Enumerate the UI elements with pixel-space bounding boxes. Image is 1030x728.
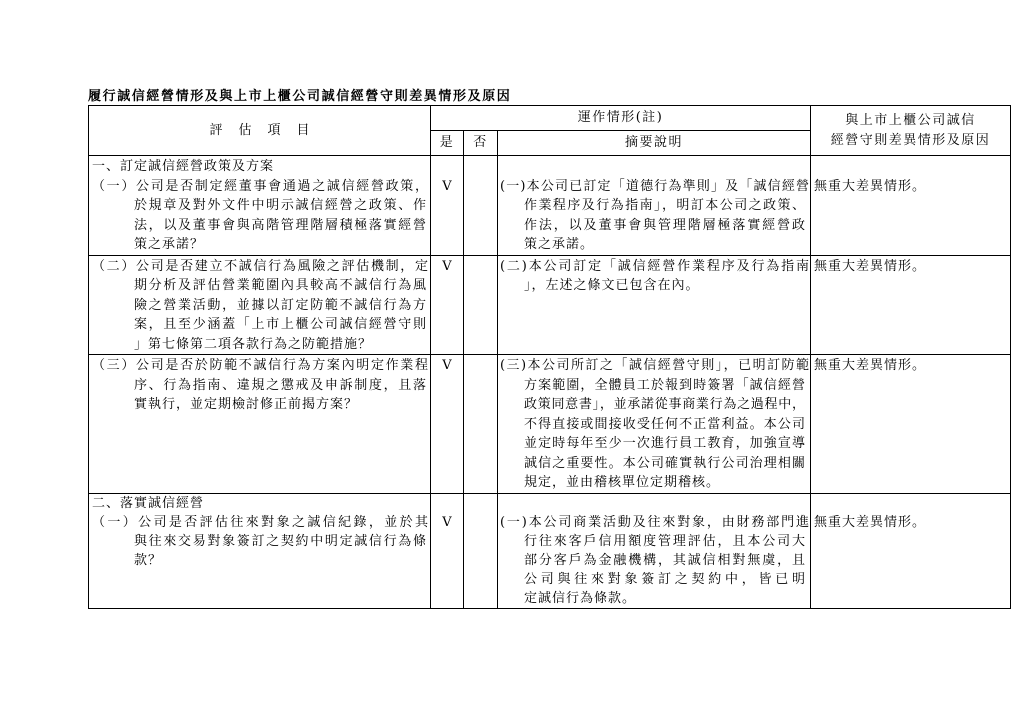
summary-line: 規定，並由稽核單位定期稽核。 xyxy=(524,475,721,490)
summary-line: (三)本公司所訂之「誠信經營守則」，已明訂防範 xyxy=(500,358,809,373)
table-row xyxy=(89,255,1011,355)
summary-line: 」，左述之條文已包含在內。 xyxy=(524,278,700,293)
header-difference xyxy=(811,106,1011,156)
yes-cell xyxy=(431,355,464,494)
summary-line: 不得直接或間接收受任何不正當利益。本公司 xyxy=(524,416,805,432)
summary-line: 公司與往來對象簽訂之契約中，皆已明 xyxy=(524,571,805,587)
header-summary: 摘要說明 xyxy=(498,131,811,156)
header-yes: 是 xyxy=(431,131,464,156)
summary-line: 方案範圍，全體員工於報到時簽署「誠信經營 xyxy=(524,377,805,393)
table-row xyxy=(89,355,1011,494)
no-cell xyxy=(464,156,498,256)
header-evaluation-item-label: 評估項目 xyxy=(209,122,326,138)
difference-text: 無重大差異情形。 xyxy=(814,514,927,530)
summary-cell xyxy=(498,493,811,608)
difference-text: 無重大差異情形。 xyxy=(814,178,927,194)
yes-mark: V xyxy=(442,258,452,274)
summary-cell xyxy=(498,255,811,355)
table-row xyxy=(89,493,1011,608)
item-cell xyxy=(89,156,431,256)
item-line: 與往來交易對象簽訂之契約中明定誠信行為條 xyxy=(134,533,426,549)
yes-mark: V xyxy=(442,358,452,373)
evaluation-table xyxy=(88,105,1011,609)
no-cell xyxy=(464,355,498,494)
summary-line: 作業程序及行為指南」，明訂本公司之政策、 xyxy=(524,198,805,213)
yes-mark: V xyxy=(442,514,452,530)
summary-line: 政策同意書」，並承諾從事商業行為之過程中， xyxy=(524,397,805,412)
yes-mark: V xyxy=(442,178,452,194)
item-line: 序、行為指南、違規之懲戒及申訴制度，且落 xyxy=(134,377,426,393)
item-line: 險之營業活動，並據以訂定防範不誠信行為方 xyxy=(134,297,426,313)
item-line: 款？ xyxy=(134,552,163,568)
item-cell xyxy=(89,493,431,608)
item-line: 」第七條第二項各款行為之防範措施？ xyxy=(134,336,373,352)
item-line: （一）公司是否評估往來對象之誠信紀錄，並於其 xyxy=(92,514,428,530)
item-cell xyxy=(89,355,431,494)
item-line: （一）公司是否制定經董事會通過之誠信經營政策， xyxy=(92,178,428,194)
summary-cell xyxy=(498,355,811,494)
summary-line: 定誠信行為條款。 xyxy=(524,590,637,606)
item-line: （二）公司是否建立不誠信行為風險之評估機制，定 xyxy=(92,258,428,274)
summary-line: (一)本公司商業活動及往來對象，由財務部門進 xyxy=(500,514,809,530)
difference-cell xyxy=(811,493,1011,608)
header-difference-line: 與上市上櫃公司誠信 xyxy=(845,112,976,128)
summary-line: (一)本公司已訂定「道德行為準則」及「誠信經營 xyxy=(500,178,809,194)
item-cell xyxy=(89,255,431,355)
yes-cell xyxy=(431,255,464,355)
item-line: 策之承諾？ xyxy=(134,237,205,252)
document-title: 履行誠信經營情形及與上市上櫃公司誠信經營守則差異情形及原因 xyxy=(88,89,512,104)
summary-line: 作法，以及董事會與管理階層極落實經營政 xyxy=(524,217,805,233)
summary-line: 行往來客戶信用額度管理評估，且本公司大 xyxy=(524,533,805,549)
summary-line: 部分客戶為金融機構，其誠信相對無虞，且 xyxy=(524,552,805,568)
difference-cell xyxy=(811,255,1011,355)
difference-cell xyxy=(811,156,1011,256)
item-line: 法，以及董事會與高階管理階層積極落實經營 xyxy=(134,217,426,233)
header-operation-status: 運作情形(註) xyxy=(431,106,811,131)
difference-text: 無重大差異情形。 xyxy=(814,258,927,274)
yes-cell xyxy=(431,156,464,256)
summary-line: (二)本公司訂定「誠信經營作業程序及行為指南 xyxy=(500,258,809,274)
item-line: 案，且至少涵蓋「上市上櫃公司誠信經營守則 xyxy=(134,317,426,332)
header-no: 否 xyxy=(464,131,498,156)
summary-line: 並定時每年至少一次進行員工教育，加強宣導 xyxy=(524,436,805,451)
item-line: （三）公司是否於防範不誠信行為方案內明定作業程 xyxy=(92,358,428,373)
section-heading: 一、訂定誠信經營政策及方案 xyxy=(92,159,275,174)
difference-text: 無重大差異情形。 xyxy=(814,358,927,373)
no-cell xyxy=(464,255,498,355)
difference-cell xyxy=(811,355,1011,494)
summary-line: 策之承諾。 xyxy=(524,237,595,252)
summary-cell xyxy=(498,156,811,256)
header-evaluation-item xyxy=(89,106,431,156)
item-line: 期分析及評估營業範圍內具較高不誠信行為風 xyxy=(134,278,426,293)
header-row xyxy=(89,106,1011,131)
summary-line: 誠信之重要性。本公司確實執行公司治理相關 xyxy=(524,455,805,471)
header-difference-line: 經營守則差異情形及原因 xyxy=(830,132,991,148)
no-cell xyxy=(464,493,498,608)
table-row xyxy=(89,156,1011,256)
section-heading: 二、落實誠信經營 xyxy=(92,495,205,511)
item-line: 實執行，並定期檢討修正前揭方案？ xyxy=(134,397,359,412)
item-line: 於規章及對外文件中明示誠信經營之政策、作 xyxy=(134,198,426,213)
yes-cell xyxy=(431,493,464,608)
